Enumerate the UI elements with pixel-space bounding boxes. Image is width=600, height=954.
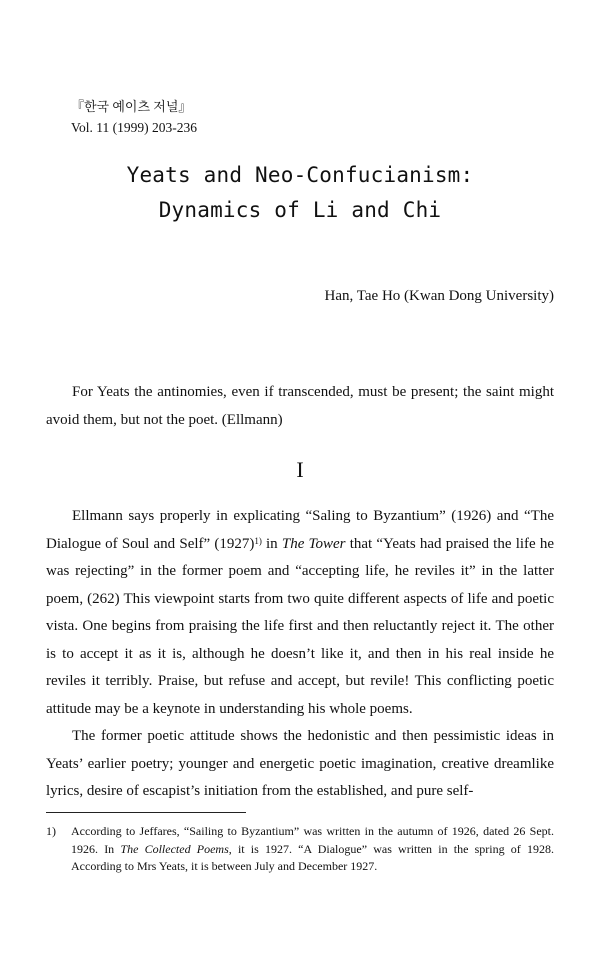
- paragraph-1: [46, 503, 554, 723]
- epigraph: For Yeats the antinomies, even if transcended, must be present; the saint might avoid them, but not the poet. (Ellmann): [46, 384, 554, 428]
- author-affiliation: Han, Tae Ho (Kwan Dong University): [324, 288, 554, 304]
- paper-title-line-1: Yeats and Neo-Confucianism:: [126, 163, 474, 187]
- paragraph-2: The former poetic attitude shows the hedonistic and then pessimistic ideas in Yeats’ earlier poetry; younger and energetic poetic imagination, creative dreamlike lyrics, desire of escapist’s initiation from the established, and pure self-: [46, 728, 554, 799]
- paper-title-line-2: Dynamics of Li and Chi: [158, 198, 442, 222]
- journal-name: 『한국 예이츠 저널』: [71, 99, 192, 114]
- footnote-reference[interactable]: 1): [254, 535, 262, 546]
- footnote-part-a: According to Jeffares, “Sailing to Byzantium” was written in the autumn of 1926, dated 26 Sept. 1926. In: [71, 824, 554, 856]
- book-title-the-tower: The Tower: [281, 535, 346, 552]
- footnote-text: [46, 823, 554, 876]
- footnote-mark: 1): [46, 824, 56, 838]
- volume-info: Vol. 11 (1999) 203-236: [71, 120, 197, 135]
- footnote-1: [46, 823, 554, 876]
- footnote-part-b: , it is 1927. “A Dialogue” was written in the spring of 1928. According to Mrs Yeats, it is between July and December 1927.: [71, 841, 554, 873]
- paragraph-1-part-c: that “Yeats had praised the life he was rejecting” in the former poem and “accepting life, he reviles it” in the latter poem, (262) This viewpoint starts from two quite different aspects of life and poetic vista. One begins from praising the life first and then reluctantly reject it. The other is to accept it as it is, although he doesn’t like it, and then in his real inside he reviles it terribly. Praise, but refuse and accept, but revile! This conflicting poetic attitude may be a keynote in understanding his whole poems.: [46, 535, 555, 717]
- body-text: [46, 503, 554, 806]
- footnote-divider: [46, 812, 246, 813]
- paragraph-1-part-a: Ellmann says properly in explicating “Saling to Byzantium” (1926) and “The Dialogue of Soul and Self” (1927): [46, 508, 554, 552]
- paragraph-1-part-b: in: [261, 535, 282, 552]
- book-title-collected-poems: The Collected Poems: [120, 841, 229, 856]
- section-numeral: I: [296, 457, 304, 482]
